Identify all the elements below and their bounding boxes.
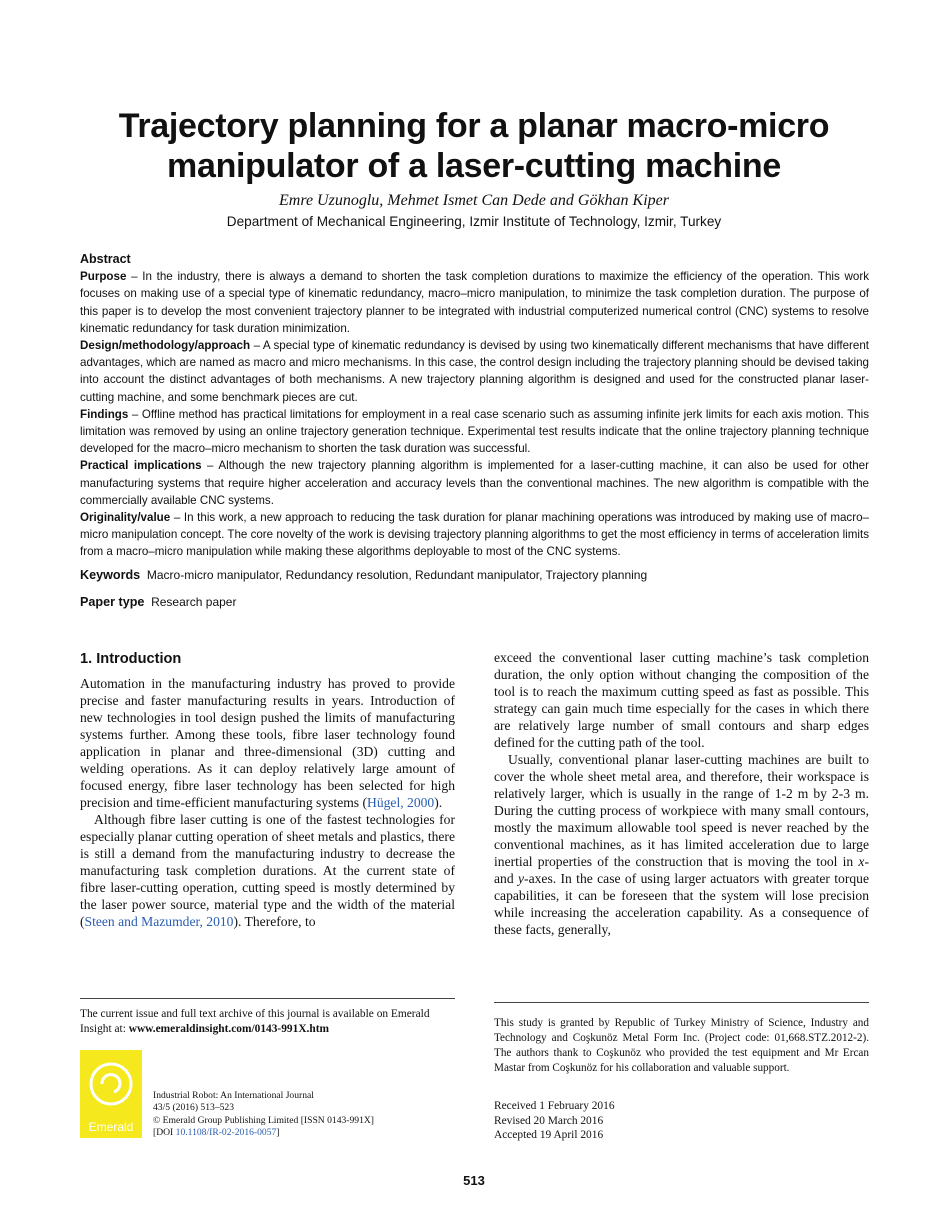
received-date: Received 1 February 2016 [494,1100,615,1112]
doi-line: [DOI 10.1108/IR-02-2016-0057] [153,1127,280,1139]
keywords-text: Macro-micro manipulator, Redundancy resolution, Redundant manipulator, Trajectory planning [146,568,648,582]
left-column [80,649,455,930]
abstract [80,251,869,561]
accepted-date: Accepted 19 April 2016 [494,1129,604,1142]
intro-paragraph-2: Although fibre laser cutting is one of the fastest technologies for especially planar cutting operation of sheet metals and plastics, there is still a demand from the manufacturing industry to decrease the manufacturing task completion durations. At the current state of fibre laser-cutting operation, cutting speed is mostly determined by the laser power source, material type and the width of the material (Steen and Mazumder, 2010). Therefore, to [80,812,455,929]
archive-url[interactable]: www.emeraldinsight.com/0143-991X.htm [128,1023,330,1035]
keywords-label: Keywords [80,568,141,582]
footer-divider-left [80,998,455,999]
affiliation: Department of Mechanical Engineering, Izmir Institute of Technology, Izmir, Turkey [226,214,722,229]
revised-date: Revised 20 March 2016 [494,1114,604,1127]
archive-note: The current issue and full text archive of this journal is available on Emerald Insight at: www.emeraldinsight.com/0143-991X.htm [80,1008,430,1035]
abstract-design: Design/methodology/approach – A special type of kinematic redundancy is devised by using two kinematically different mechanisms that have different advantages, which are named as macro and micro mechanisms. In this case, the control design including the trajectory planning should be devised taking into account the distinct advantages of both mechanisms. A new trajectory planning algorithm is designed and used for the constructed planar laser-cutting machine, and some benchmark pieces are cut. [80,339,869,404]
right-column [494,649,869,938]
funding-note: This study is granted by Republic of Turkey Ministry of Science, Industry and Technology and Coşkunöz Metal Form Inc. (Project code: 01,668.STZ.2012-2). The authors thank to Coşkunöz who provided the test equipment and Mr Ercan Mastar from Coşkunöz for his collaboration and valuable support. [494,1017,869,1074]
paper-type-label: Paper type [80,595,145,609]
abstract-heading: Abstract [80,252,131,266]
submission-dates [494,1099,615,1143]
doi-link[interactable]: 10.1108/IR-02-2016-0057 [175,1127,277,1139]
citation-link[interactable]: Steen and Mazumder, 2010 [84,914,234,929]
intro-paragraph-3: exceed the conventional laser cutting machine’s task completion duration, the only option without changing the composition of the tool is to reach the maximum cutting speed as fast as possible. This strategy can gain much time especially for the cases in which there are relatively large number of small contours and sharp edges defined for the cutting path of the tool. [494,650,869,750]
paper-title: Trajectory planning for a planar macro-micro manipulator of a laser-cutting machine [118,107,830,185]
publication-info [153,1090,374,1140]
intro-paragraph-1: Automation in the manufacturing industry has proved to provide precise and faster manufacturing results in years. Introduction of new technologies in tool design pushed the limits of manufacturing systems further. Among these tools, fibre laser technology found application in planar and three-dimensional (3D) cutting and welding operations. As it can deploy relatively large amount of focused energy, fibre laser technology has been selected for high precision and time-efficient manufacturing systems (Hügel, 2000). [80,676,455,810]
page-number: 513 [463,1173,485,1188]
paper-type [80,595,869,609]
section-heading: 1. Introduction [80,651,182,667]
abstract-originality: Originality/value – In this work, a new approach to reducing the task duration for planar machining operations was introduced by making use of macro–micro manipulation concept. The core novelty of the work is devising trajectory planning algorithms to get the most efficiency in terms of acceleration limits from a macro–micro manipulation while making these algorithms deployable to most of the CNC systems. [80,511,869,559]
abstract-purpose: Purpose – In the industry, there is always a demand to shorten the task completion durations to maximize the efficiency of the operation. This work focuses on making use of a special type of kinematic redundancy, macro–micro manipulation, to minimize the task completion duration. The purpose of this paper is to develop the most convenient trajectory planner to be integrated with industrial computerized numerical control (CNC) systems to resolve kinematic redundancy for task duration minimization. [80,270,869,335]
author-list: Emre Uzunoglu, Mehmet Ismet Can Dede and Gökhan Kiper [278,192,669,209]
logo-label: Emerald [88,1120,134,1134]
emerald-logo-icon [80,1050,142,1120]
intro-paragraph-4: Usually, conventional planar laser-cutting machines are built to cover the whole sheet metal area, and therefore, their workspace is relatively larger, which is usually in the range of 1-2 m by 2-3 m. During the cutting process of workpiece with many small contours, mostly the maximum allowable tool speed is never reached by the conventional machines, as it has limited acceleration due to large inertial properties of the construction that is moving the tool in x- and y-axes. In the case of using larger actuators with greater torque capabilities, it can be foreseen that the system will lose precision while increasing the acceleration capability. As a consequence of these facts, generally, [494,752,869,937]
keywords [80,568,869,582]
abstract-implications: Practical implications – Although the new trajectory planning algorithm is implemented for a laser-cutting machine, it can also be used for other manufacturing systems that require higher acceleration and accuracy levels than the conventional machines. The new algorithm is compatible with the commercially available CNC systems. [80,459,869,507]
abstract-findings: Findings – Offline method has practical limitations for employment in a real case scenario such as assuming infinite jerk limits for each axis motion. This limitation was removed by using an online trajectory generation technique. Experimental test results indicate that the online trajectory planning technique developed for the macro–micro mechanism to shorten the task duration was successful. [80,407,869,456]
emerald-logo [80,1050,142,1138]
footer-divider-right [494,1002,869,1003]
paper-type-text: Research paper [151,595,237,609]
citation-link[interactable]: Hügel, 2000 [367,795,435,810]
volume-pages: 43/5 (2016) 513–523 [153,1102,235,1114]
journal-name: Industrial Robot: An International Journal [153,1090,314,1101]
publisher-line: © Emerald Group Publishing Limited [ISSN 0143-991X] [153,1114,374,1126]
